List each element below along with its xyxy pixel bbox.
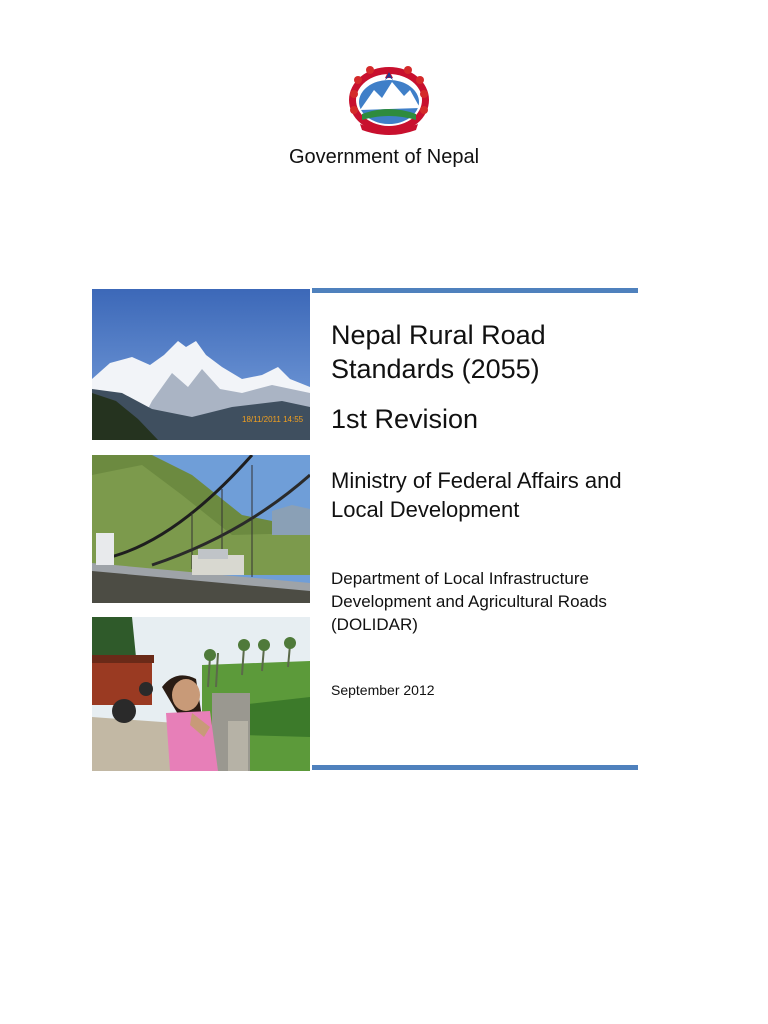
suspension-bridge-photo [92,455,310,603]
mountain-photo [92,289,310,440]
document-title: Nepal Rural Road Standards (2055) [331,320,546,384]
publication-date: September 2012 [331,682,435,698]
top-rule [312,288,638,293]
photo-timestamp: 18/11/2011 14:55 [242,415,304,424]
nepal-emblem-icon [346,64,432,136]
girl-and-tractor-photo [92,617,310,771]
ministry-name: Ministry of Federal Affairs and Local Development [331,468,622,522]
bottom-rule [312,765,638,770]
government-title: Government of Nepal [288,146,480,168]
revision-label: 1st Revision [331,404,479,434]
department-name: Department of Local Infrastructure Development and Agricultural Roads (DOLIDAR) [331,569,607,634]
